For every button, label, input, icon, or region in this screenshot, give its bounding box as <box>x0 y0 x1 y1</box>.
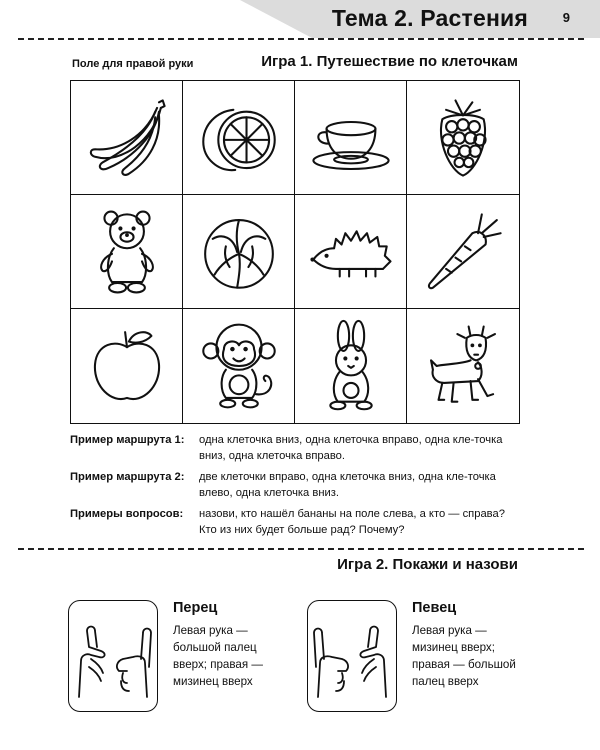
top-divider <box>18 38 584 40</box>
header-bar <box>0 0 600 38</box>
bunny-icon <box>304 319 398 413</box>
goat-icon <box>416 319 510 413</box>
raspberry-icon <box>416 91 510 185</box>
example-label: Пример маршрута 1: <box>70 434 185 446</box>
grid-cell <box>295 81 407 195</box>
word-description: Левая рука — большой палец вверх; правая — мизинец вверх <box>173 624 263 688</box>
word-title: Перец <box>173 600 218 616</box>
grid-cell <box>407 195 519 309</box>
example-label: Пример маршрута 2: <box>70 471 185 483</box>
game2-title: Игра 2. Покажи и назови <box>337 556 518 573</box>
grid-cell <box>71 195 183 309</box>
word-description: Левая рука — мизинец вверх; правая — большой палец вверх <box>412 624 516 688</box>
teddy-bear-icon <box>80 205 174 299</box>
gesture-card-1 <box>68 600 158 712</box>
page-number: 9 <box>562 10 570 25</box>
section-divider <box>18 548 584 550</box>
grid-cell <box>183 195 295 309</box>
orange-slice-icon <box>192 91 286 185</box>
grid-cell <box>183 309 295 423</box>
gesture-card-2 <box>307 600 397 712</box>
example-text: назови, кто нашёл бананы на поле слева, а кто — справа? Кто из них будет больше рад? Почему? <box>199 508 505 536</box>
word-title: Певец <box>412 600 457 616</box>
grid-cell <box>71 309 183 423</box>
cabbage-icon <box>192 205 286 299</box>
hands-pinky-thumb-icon <box>310 611 394 701</box>
grid-cell <box>295 309 407 423</box>
monkey-icon <box>192 319 286 413</box>
hedgehog-icon <box>304 205 398 299</box>
grid-cell <box>407 81 519 195</box>
apple-icon <box>80 319 174 413</box>
banana-icon <box>80 91 174 185</box>
game1-title: Игра 1. Путешествие по клеточкам <box>261 53 518 70</box>
example-text: одна клеточка вниз, одна клеточка вправо, одна кле-точка вниз, одна клеточка вправо. <box>199 434 503 462</box>
grid-cell <box>407 309 519 423</box>
example-text: две клеточки вправо, одна клеточка вниз, одна кле-точка влево, одна клеточка вниз. <box>199 471 496 499</box>
example-label: Примеры вопросов: <box>70 508 184 520</box>
grid-cell <box>71 81 183 195</box>
field-label: Поле для правой руки <box>72 58 194 70</box>
theme-title: Тема 2. Растения <box>331 5 528 31</box>
grid-cell <box>183 81 295 195</box>
hands-thumb-pinky-icon <box>71 611 155 701</box>
teacup-icon <box>304 91 398 185</box>
grid-cell <box>295 195 407 309</box>
picture-grid <box>70 80 520 424</box>
carrot-icon <box>416 205 510 299</box>
